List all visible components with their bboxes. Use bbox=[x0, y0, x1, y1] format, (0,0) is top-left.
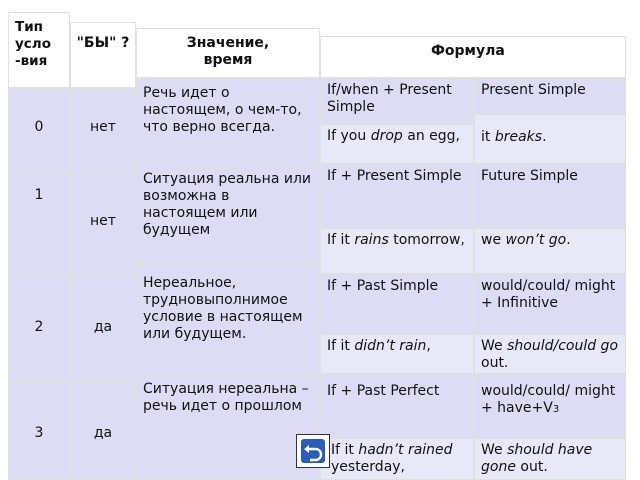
row-1-main-example: we won’t go. bbox=[474, 228, 626, 274]
row-3-type: 3 bbox=[8, 382, 70, 480]
header-meaning: Значение, время bbox=[136, 28, 320, 78]
row-1-main-formula: Future Simple bbox=[474, 164, 626, 228]
row-0-main-example: it breaks. bbox=[474, 114, 626, 164]
row-0-type: 0 bbox=[8, 88, 70, 172]
row-1-if-formula: If + Present Simple bbox=[320, 164, 474, 228]
header-formula: Формула bbox=[320, 36, 626, 78]
row-1-if-example: If it rains tomorrow, bbox=[320, 228, 474, 274]
row-3-if-formula: If + Past Perfect bbox=[320, 374, 474, 438]
row-3-main-formula: would/could/ might + have+V3 bbox=[474, 374, 626, 438]
row-1-by: нет bbox=[70, 172, 136, 276]
row-3-main-example: We should have gone out. bbox=[474, 438, 626, 480]
row-1-meaning: Ситуация реальна или возможна в настоящем или будущем bbox=[136, 164, 320, 266]
row-0-main-formula: Present Simple bbox=[474, 78, 626, 114]
row-2-if-example: If it didn’t rain, bbox=[320, 334, 474, 374]
row-0-meaning: Речь идет о настоящем, о чем-то, что верно всегда. bbox=[136, 78, 320, 164]
row-0-if-formula: If/when + Present Simple bbox=[320, 78, 474, 124]
header-type: Тип усло -вия bbox=[8, 12, 70, 88]
row-2-if-formula: If + Past Simple bbox=[320, 274, 474, 334]
row-2-main-formula: would/could/ might + Infinitive bbox=[474, 274, 626, 334]
header-by: "БЫ" ? bbox=[70, 22, 136, 88]
undo-arrow-icon bbox=[301, 439, 325, 463]
row-2-main-example: We should/could go out. bbox=[474, 334, 626, 374]
row-0-by: нет bbox=[70, 88, 136, 172]
row-2-meaning: Нереальное, трудновыполнимое условие в настоящем или будущем. bbox=[136, 266, 320, 374]
row-3-meaning: Ситуация нереальна – речь идет о прошлом bbox=[136, 374, 320, 480]
undo-button[interactable] bbox=[296, 434, 330, 468]
row-0-if-example: If you drop an egg, bbox=[320, 124, 474, 164]
row-1-type: 1 bbox=[8, 172, 70, 276]
row-2-type: 2 bbox=[8, 276, 70, 382]
row-3-if-example: If it hadn’t rained yesterday, bbox=[320, 438, 474, 480]
row-2-by: да bbox=[70, 276, 136, 382]
row-3-by: да bbox=[70, 382, 136, 480]
